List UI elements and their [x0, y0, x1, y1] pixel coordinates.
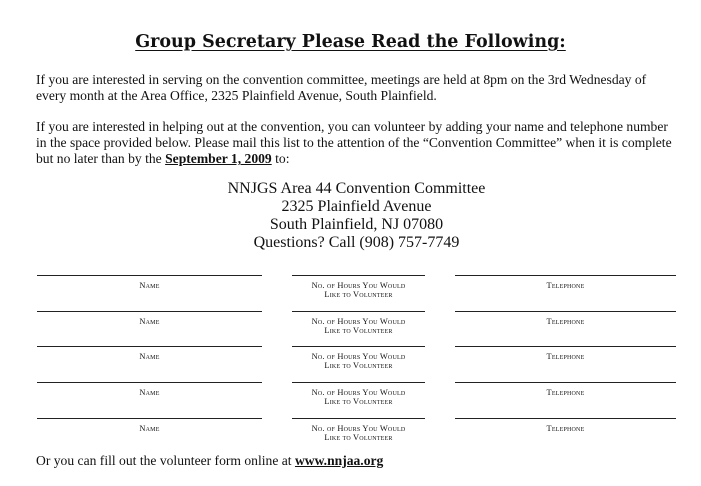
- hours-label: [292, 281, 425, 299]
- name-label: Name: [139, 317, 160, 326]
- volunteer-row: [0, 418, 701, 450]
- hours-label: [292, 317, 425, 335]
- name-label: Name: [139, 281, 160, 290]
- hours-label: [292, 352, 425, 370]
- hours-label-line1: No. of Hours You Would: [311, 281, 406, 290]
- name-line[interactable]: [37, 311, 262, 312]
- address-line-2: 2325 Plainfield Avenue: [281, 198, 432, 215]
- footer-text: Or you can fill out the volunteer form online at: [36, 453, 295, 468]
- address-line-1: NNJGS Area 44 Convention Committee: [227, 180, 486, 197]
- deadline-date: September 1, 2009: [165, 151, 272, 166]
- hours-line[interactable]: [292, 346, 425, 347]
- name-line[interactable]: [37, 382, 262, 383]
- address-line-3: South Plainfield, NJ 07080: [269, 216, 444, 233]
- mailing-address: [0, 180, 701, 252]
- hours-line[interactable]: [292, 275, 425, 276]
- telephone-label: Telephone: [546, 352, 585, 361]
- volunteer-text: If you are interested in helping out at the convention, you can volunteer by adding your name and telephone number in the space provided below. Please mail this list to the attention of the “Convention Committee” when it is complete but no later than by the: [36, 119, 672, 166]
- website-link[interactable]: www.nnjaa.org: [294, 453, 384, 468]
- telephone-label: Telephone: [546, 317, 585, 326]
- telephone-line[interactable]: [455, 275, 676, 276]
- name-label: Name: [139, 352, 160, 361]
- name-line[interactable]: [37, 418, 262, 419]
- telephone-line[interactable]: [455, 382, 676, 383]
- volunteer-row: [0, 382, 701, 414]
- hours-label: [292, 424, 425, 442]
- telephone-label: Telephone: [546, 388, 585, 397]
- volunteer-suffix: to:: [271, 151, 290, 166]
- hours-label-line1: No. of Hours You Would: [311, 424, 406, 433]
- hours-line[interactable]: [292, 382, 425, 383]
- volunteer-row: [0, 346, 701, 378]
- volunteer-paragraph: [36, 119, 676, 167]
- name-line[interactable]: [37, 275, 262, 276]
- volunteer-row: [0, 275, 701, 307]
- page-title: Group Secretary Please Read the Following:: [135, 32, 566, 52]
- address-phone-line: Questions? Call (908) 757-7749: [253, 234, 460, 251]
- hours-label-line1: No. of Hours You Would: [311, 388, 406, 397]
- telephone-label: Telephone: [546, 281, 585, 290]
- hours-label-line2: Like to Volunteer: [324, 326, 393, 335]
- hours-line[interactable]: [292, 311, 425, 312]
- volunteer-row: [0, 311, 701, 343]
- name-line[interactable]: [37, 346, 262, 347]
- name-label: Name: [139, 388, 160, 397]
- hours-label: [292, 388, 425, 406]
- hours-label-line1: No. of Hours You Would: [311, 317, 406, 326]
- hours-label-line2: Like to Volunteer: [324, 290, 393, 299]
- telephone-line[interactable]: [455, 346, 676, 347]
- hours-label-line2: Like to Volunteer: [324, 397, 393, 406]
- hours-label-line1: No. of Hours You Would: [311, 352, 406, 361]
- footer-note: [36, 453, 676, 469]
- hours-label-line2: Like to Volunteer: [324, 433, 393, 442]
- telephone-line[interactable]: [455, 418, 676, 419]
- name-label: Name: [139, 424, 160, 433]
- telephone-line[interactable]: [455, 311, 676, 312]
- hours-label-line2: Like to Volunteer: [324, 361, 393, 370]
- hours-line[interactable]: [292, 418, 425, 419]
- committee-paragraph: If you are interested in serving on the convention committee, meetings are held at 8pm on the 3rd Wednesday of every month at the Area Office, 2325 Plainfield Avenue, South Plainfield.: [36, 72, 647, 103]
- telephone-label: Telephone: [546, 424, 585, 433]
